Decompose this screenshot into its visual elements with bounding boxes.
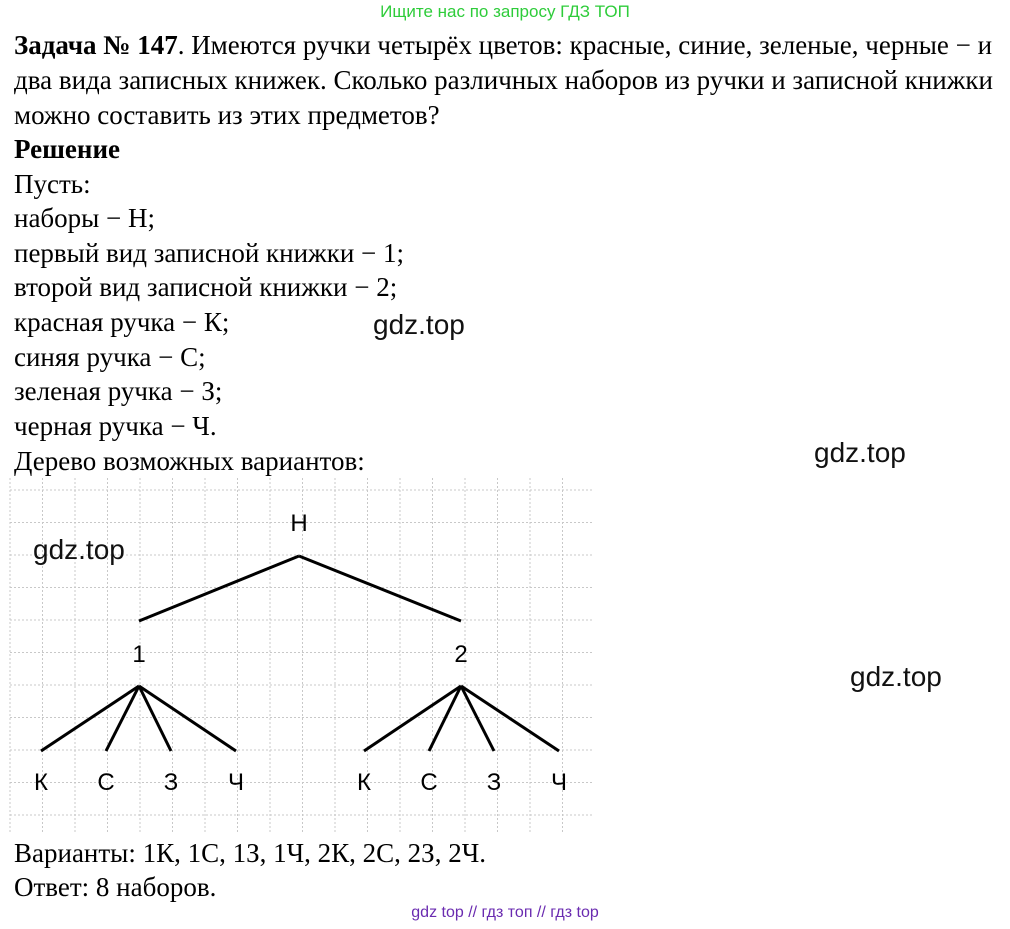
solution-line: Дерево возможных вариантов:: [14, 446, 365, 476]
top-banner: Ищите нас по запросу ГДЗ ТОП: [380, 2, 630, 21]
solution-line: второй вид записной книжки − 2;: [14, 272, 398, 302]
tree-leaf: З: [486, 769, 502, 796]
solution-line: Пусть:: [14, 169, 91, 199]
problem-text: . Имеются ручки четырёх цветов: красные, синие, зеленые, черные − и два вида записных книжек. Сколько различных наборов из ручки и записной книжки можно составить из этих предметов?: [14, 30, 993, 130]
tree-leaf: Ч: [228, 769, 244, 796]
watermark: gdz.top: [373, 309, 465, 340]
watermark: gdz.top: [850, 661, 942, 692]
tree-root: Н: [290, 510, 308, 537]
edge-2-ch: [461, 686, 559, 751]
footer: gdz top // гдз топ // гдз top: [411, 904, 599, 921]
watermark: gdz.top: [33, 534, 125, 565]
problem-title: Задача № 147: [14, 30, 178, 60]
solution-line: синяя ручка − С;: [14, 342, 206, 372]
solution-line: наборы − Н;: [14, 203, 156, 233]
tree-leaf: Ч: [551, 769, 567, 796]
solution-line: красная ручка − К;: [14, 307, 230, 337]
tree-leaf: К: [357, 769, 371, 796]
solution-heading: Решение: [14, 134, 120, 164]
edge-root-1: [139, 556, 299, 621]
tree-node-2: 2: [454, 641, 468, 668]
edge-root-2: [299, 556, 461, 621]
watermark: gdz.top: [814, 437, 906, 468]
variants-line: Варианты: 1К, 1С, 1З, 1Ч, 2К, 2С, 2З, 2Ч.: [14, 838, 486, 868]
solution-line: зеленая ручка − З;: [14, 376, 223, 406]
answer-line: Ответ: 8 наборов.: [14, 872, 217, 902]
tree-edges: [41, 556, 559, 751]
solution-line: черная ручка − Ч.: [14, 411, 217, 441]
tree-leaf: С: [420, 769, 438, 796]
tree-node-1: 1: [132, 641, 146, 668]
tree-leaf: С: [97, 769, 115, 796]
solution-line: первый вид записной книжки − 1;: [14, 238, 404, 268]
tree-leaf: З: [163, 769, 179, 796]
tree-leaf: К: [34, 769, 48, 796]
edge-1-k: [41, 686, 139, 751]
